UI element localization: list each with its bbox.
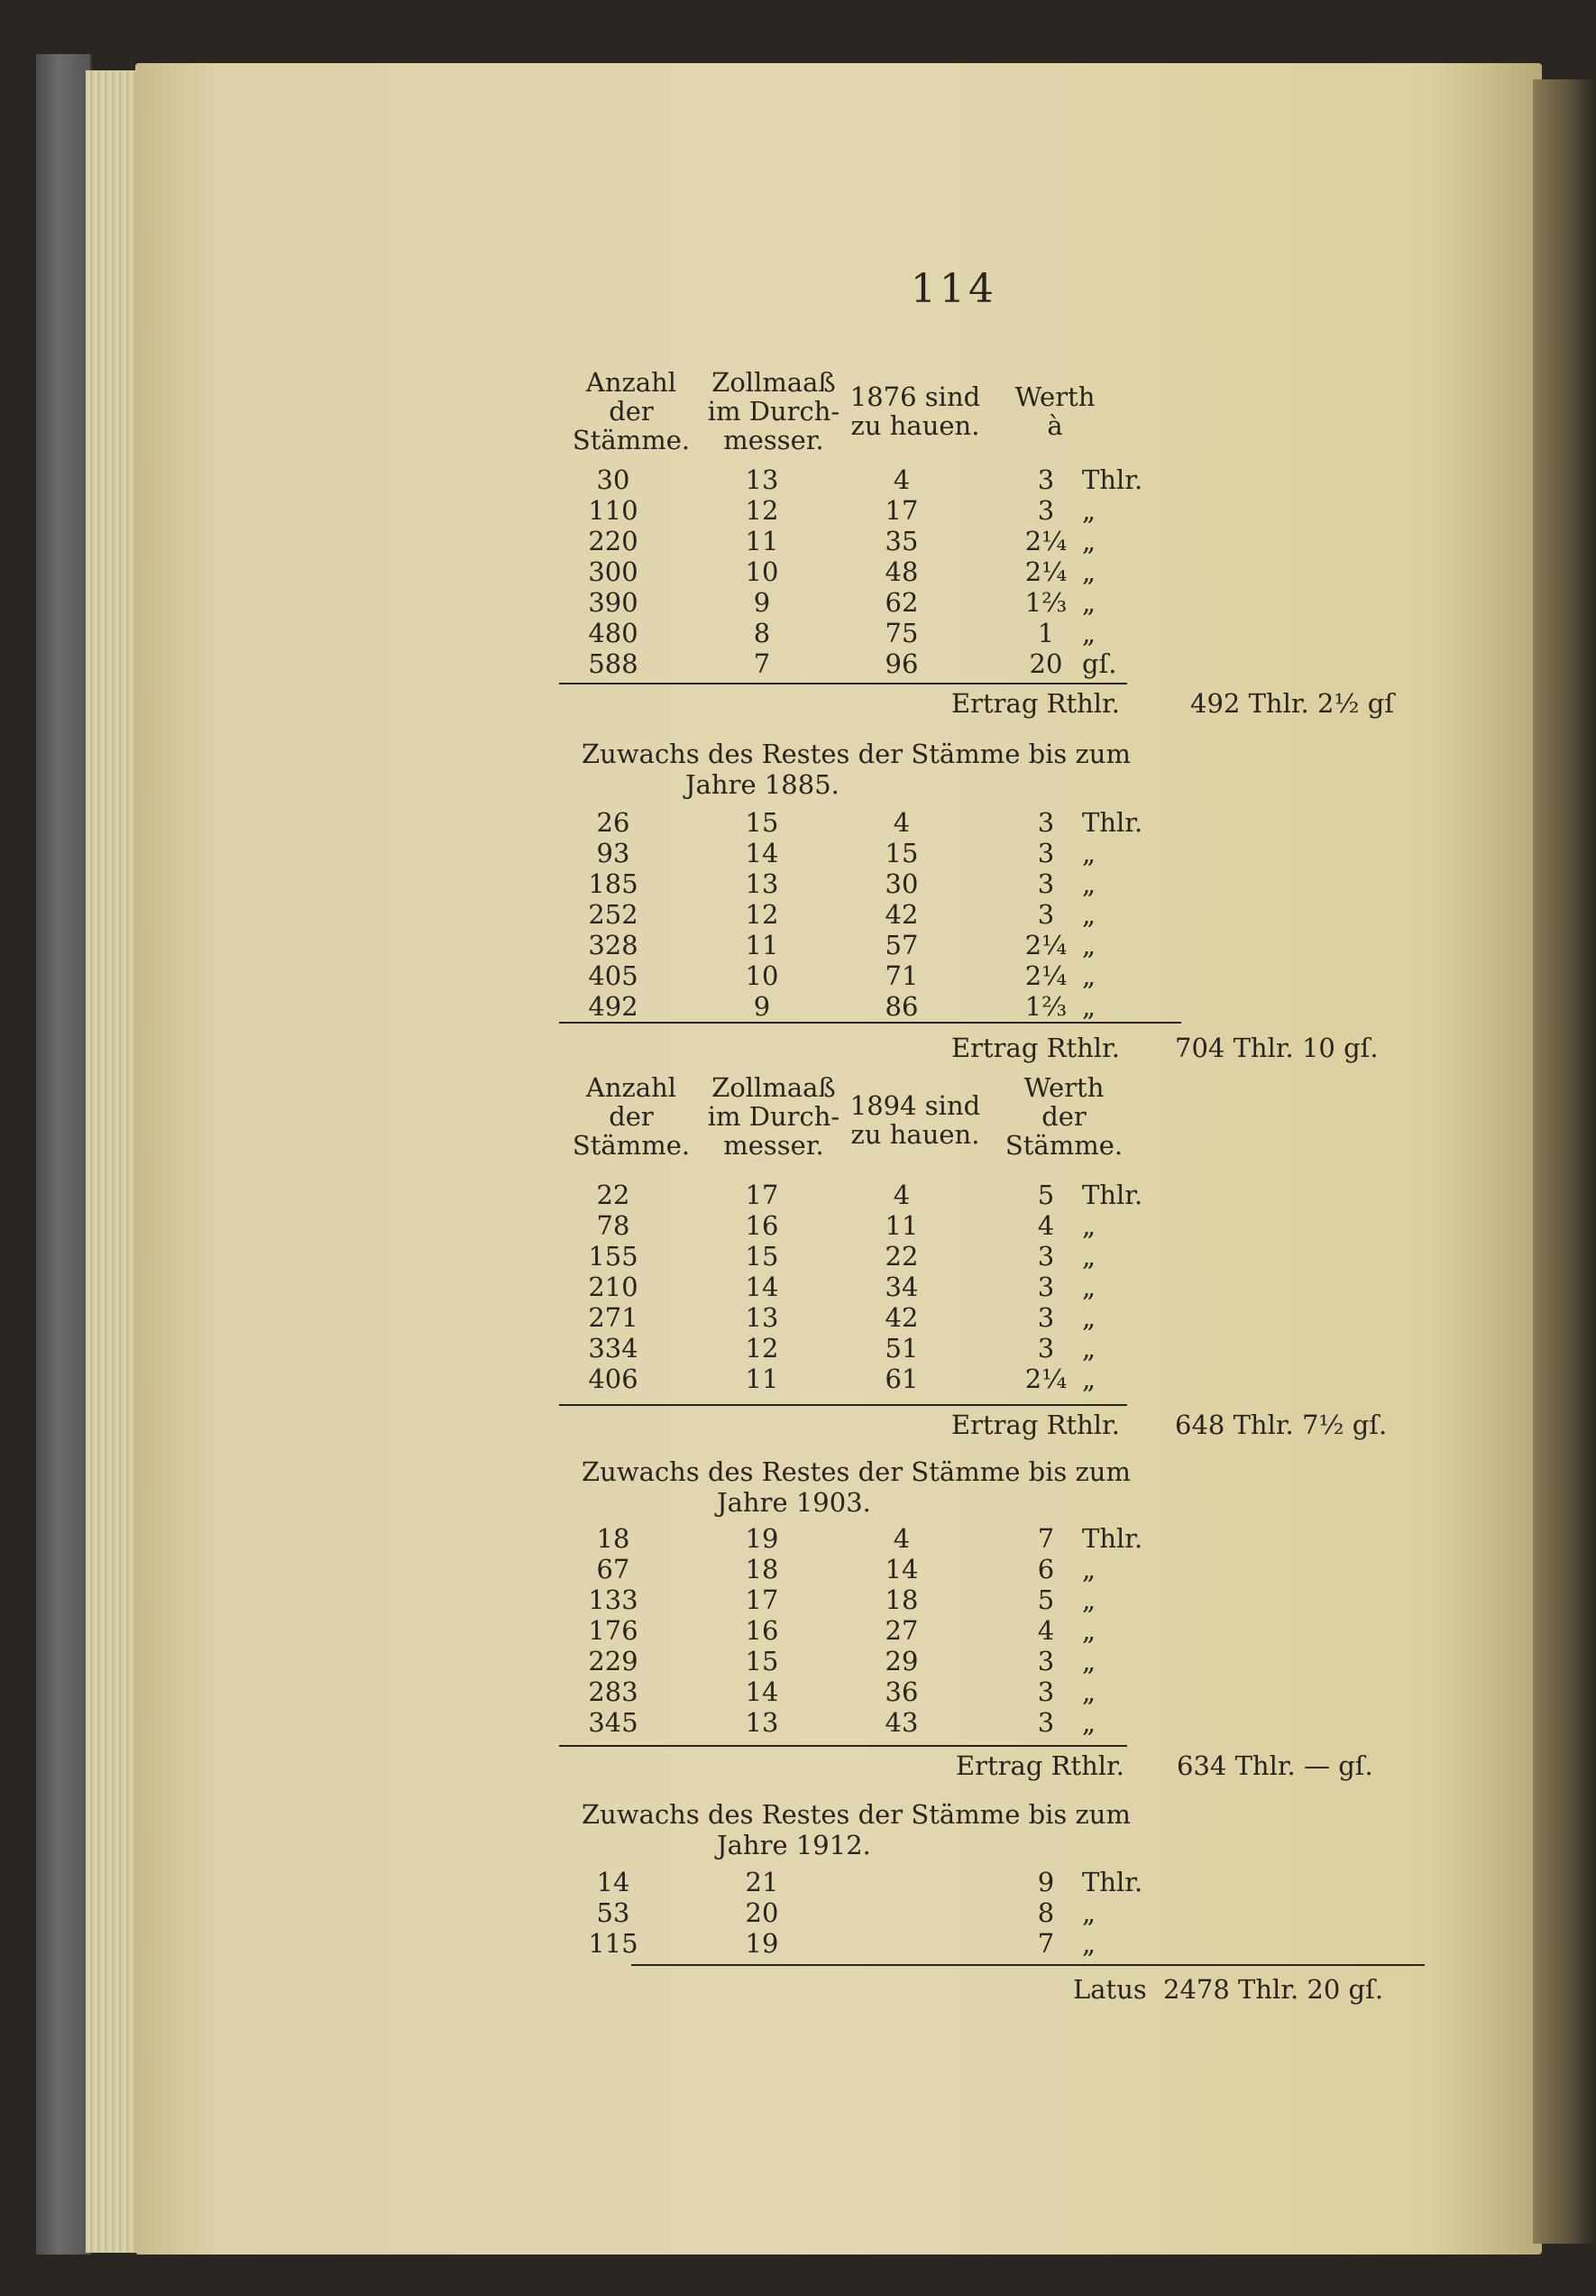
cell-zollmaass: 11: [745, 1364, 779, 1394]
cell-anzahl: 480: [588, 618, 638, 648]
cell-hauen: 4: [893, 1180, 911, 1210]
cell-werth: 2¼: [1024, 930, 1068, 960]
header-sind-zu-hauen: 1876 sind zu hauen.: [849, 381, 981, 441]
cell-zollmaass: 11: [745, 930, 779, 960]
cell-unit: Thlr.: [1082, 807, 1143, 838]
header-werth-2: Werth der Stämme.: [1004, 1072, 1124, 1161]
page-number: 114: [911, 266, 997, 312]
zuwachs-year-2: Jahre 1903.: [717, 1487, 871, 1518]
cell-zollmaass: 20: [745, 1897, 779, 1928]
cell-hauen: 17: [885, 495, 919, 526]
cell-zollmaass: 17: [745, 1180, 779, 1210]
cell-unit: „: [1082, 618, 1096, 648]
cell-werth: 3: [1037, 1302, 1055, 1333]
zuwachs-year-1: Jahre 1885.: [685, 769, 839, 800]
cell-hauen: 22: [885, 1241, 919, 1272]
cell-anzahl: 115: [588, 1928, 638, 1959]
cell-zollmaass: 14: [745, 1676, 779, 1707]
cell-hauen: 43: [885, 1707, 919, 1738]
cell-unit: „: [1082, 1897, 1096, 1928]
cell-anzahl: 133: [588, 1584, 638, 1615]
cell-werth: 3: [1037, 1241, 1055, 1272]
cell-anzahl: 229: [588, 1646, 638, 1676]
cell-hauen: 30: [885, 868, 919, 899]
cell-unit: „: [1082, 1928, 1096, 1959]
cell-zollmaass: 14: [745, 838, 779, 868]
cell-anzahl: 406: [588, 1364, 638, 1394]
cell-unit: „: [1082, 1364, 1096, 1394]
cell-hauen: 51: [885, 1333, 919, 1364]
cell-zollmaass: 19: [745, 1928, 779, 1959]
cell-zollmaass: 12: [745, 495, 779, 526]
cell-hauen: 86: [885, 991, 919, 1022]
cell-zollmaass: 11: [745, 526, 779, 556]
cell-werth: 3: [1037, 1333, 1055, 1364]
cell-zollmaass: 19: [745, 1523, 779, 1554]
cell-zollmaass: 16: [745, 1615, 779, 1646]
cell-zollmaass: 13: [745, 464, 779, 495]
ertrag-amount-3: 648 Thlr. 7½ gſ.: [1175, 1410, 1388, 1440]
cell-unit: Thlr.: [1082, 1523, 1143, 1554]
cell-anzahl: 78: [596, 1210, 630, 1241]
cell-hauen: 61: [885, 1364, 919, 1394]
cell-werth: 3: [1037, 495, 1055, 526]
cell-werth: 5: [1037, 1584, 1055, 1615]
cell-anzahl: 271: [588, 1302, 638, 1333]
cell-zollmaass: 12: [745, 1333, 779, 1364]
latus-amount: 2478 Thlr. 20 gſ.: [1163, 1974, 1384, 2005]
cell-werth: 3: [1037, 1707, 1055, 1738]
ertrag-label-4: Ertrag Rthlr.: [956, 1750, 1124, 1781]
cell-werth: 1: [1037, 618, 1055, 648]
cell-werth: 3: [1037, 807, 1055, 838]
ertrag-label-1: Ertrag Rthlr.: [951, 688, 1120, 719]
cell-unit: „: [1082, 1707, 1096, 1738]
cell-zollmaass: 18: [745, 1554, 779, 1584]
cell-anzahl: 67: [596, 1554, 630, 1584]
cell-anzahl: 588: [588, 648, 638, 679]
cell-zollmaass: 13: [745, 1707, 779, 1738]
cell-anzahl: 252: [588, 899, 638, 930]
cell-unit: „: [1082, 1333, 1096, 1364]
cell-unit: „: [1082, 556, 1096, 587]
cell-unit: „: [1082, 1615, 1096, 1646]
cell-werth: 20: [1029, 648, 1063, 679]
latus-label: Latus: [1073, 1974, 1147, 2005]
cell-unit: „: [1082, 587, 1096, 618]
cell-zollmaass: 7: [753, 648, 771, 679]
book-cover: [36, 54, 92, 2255]
rule-3: [559, 1404, 1127, 1406]
cell-unit: „: [1082, 838, 1096, 868]
cell-unit: gſ.: [1082, 648, 1117, 679]
cell-anzahl: 26: [596, 807, 630, 838]
gutter-shadow: [1533, 79, 1596, 2244]
cell-werth: 3: [1037, 464, 1055, 495]
cell-unit: „: [1082, 1676, 1096, 1707]
cell-unit: „: [1082, 991, 1096, 1022]
cell-hauen: 57: [885, 930, 919, 960]
cell-unit: „: [1082, 1302, 1096, 1333]
header-anzahl: Anzahl der Stämme.: [572, 367, 691, 455]
cell-zollmaass: 15: [745, 1241, 779, 1272]
cell-unit: „: [1082, 868, 1096, 899]
cell-hauen: 14: [885, 1554, 919, 1584]
cell-werth: 7: [1037, 1523, 1055, 1554]
cell-unit: „: [1082, 495, 1096, 526]
header-zollmaass-2: Zollmaaß im Durch- messer.: [707, 1072, 840, 1161]
cell-werth: 4: [1037, 1615, 1055, 1646]
cell-werth: 8: [1037, 1897, 1055, 1928]
cell-anzahl: 176: [588, 1615, 638, 1646]
cell-hauen: 96: [885, 648, 919, 679]
cell-unit: „: [1082, 1584, 1096, 1615]
ertrag-label-3: Ertrag Rthlr.: [951, 1410, 1120, 1440]
cell-unit: „: [1082, 1272, 1096, 1302]
cell-anzahl: 22: [596, 1180, 630, 1210]
cell-anzahl: 345: [588, 1707, 638, 1738]
cell-unit: „: [1082, 526, 1096, 556]
header-zollmaass: Zollmaaß im Durch- messer.: [707, 367, 840, 455]
cell-hauen: 42: [885, 1302, 919, 1333]
cell-anzahl: 110: [588, 495, 638, 526]
cell-anzahl: 93: [596, 838, 630, 868]
header-sind-zu-hauen-2: 1894 sind zu hauen.: [849, 1090, 981, 1150]
cell-hauen: 11: [885, 1210, 919, 1241]
cell-anzahl: 405: [588, 960, 638, 991]
cell-hauen: 4: [893, 807, 911, 838]
cell-zollmaass: 13: [745, 868, 779, 899]
cell-anzahl: 185: [588, 868, 638, 899]
cell-anzahl: 390: [588, 587, 638, 618]
cell-werth: 9: [1037, 1867, 1055, 1897]
cell-hauen: 29: [885, 1646, 919, 1676]
cell-zollmaass: 17: [745, 1584, 779, 1615]
cell-zollmaass: 8: [753, 618, 771, 648]
cell-hauen: 75: [885, 618, 919, 648]
cell-werth: 3: [1037, 1646, 1055, 1676]
cell-hauen: 71: [885, 960, 919, 991]
cell-werth: 3: [1037, 838, 1055, 868]
cell-anzahl: 328: [588, 930, 638, 960]
cell-hauen: 4: [893, 1523, 911, 1554]
cell-werth: 5: [1037, 1180, 1055, 1210]
cell-zollmaass: 14: [745, 1272, 779, 1302]
zuwachs-heading-1: Zuwachs des Restes der Stämme bis zum: [582, 739, 1131, 769]
cell-werth: 4: [1037, 1210, 1055, 1241]
cell-unit: Thlr.: [1082, 1867, 1143, 1897]
cell-unit: „: [1082, 1646, 1096, 1676]
cell-zollmaass: 12: [745, 899, 779, 930]
cell-anzahl: 300: [588, 556, 638, 587]
cell-zollmaass: 10: [745, 556, 779, 587]
zuwachs-heading-3: Zuwachs des Restes der Stämme bis zum: [582, 1799, 1131, 1830]
cell-unit: Thlr.: [1082, 464, 1143, 495]
cell-werth: 6: [1037, 1554, 1055, 1584]
cell-anzahl: 30: [596, 464, 630, 495]
cell-hauen: 36: [885, 1676, 919, 1707]
cell-werth: 2¼: [1024, 556, 1068, 587]
rule-1: [559, 683, 1127, 684]
cell-unit: Thlr.: [1082, 1180, 1143, 1210]
cell-werth: 1⅔: [1024, 991, 1068, 1022]
cell-hauen: 62: [885, 587, 919, 618]
cell-werth: 2¼: [1024, 1364, 1068, 1394]
cell-werth: 3: [1037, 868, 1055, 899]
header-werth: Werth à: [1014, 381, 1096, 441]
cell-anzahl: 220: [588, 526, 638, 556]
cell-zollmaass: 9: [753, 587, 771, 618]
cell-werth: 3: [1037, 899, 1055, 930]
cell-zollmaass: 21: [745, 1867, 779, 1897]
cell-anzahl: 14: [596, 1867, 630, 1897]
cell-anzahl: 334: [588, 1333, 638, 1364]
ertrag-amount-2: 704 Thlr. 10 gſ.: [1175, 1033, 1379, 1063]
cell-anzahl: 18: [596, 1523, 630, 1554]
cell-hauen: 4: [893, 464, 911, 495]
header-anzahl-2: Anzahl der Stämme.: [572, 1072, 691, 1161]
cell-unit: „: [1082, 1210, 1096, 1241]
ertrag-label-2: Ertrag Rthlr.: [951, 1033, 1120, 1063]
cell-werth: 1⅔: [1024, 587, 1068, 618]
cell-werth: 3: [1037, 1272, 1055, 1302]
cell-hauen: 35: [885, 526, 919, 556]
cell-anzahl: 53: [596, 1897, 630, 1928]
rule-4: [559, 1745, 1127, 1747]
cell-hauen: 18: [885, 1584, 919, 1615]
cell-zollmaass: 10: [745, 960, 779, 991]
cell-werth: 3: [1037, 1676, 1055, 1707]
cell-unit: „: [1082, 1241, 1096, 1272]
cell-hauen: 27: [885, 1615, 919, 1646]
cell-anzahl: 210: [588, 1272, 638, 1302]
zuwachs-heading-2: Zuwachs des Restes der Stämme bis zum: [582, 1456, 1131, 1487]
cell-zollmaass: 13: [745, 1302, 779, 1333]
cell-zollmaass: 9: [753, 991, 771, 1022]
cell-unit: „: [1082, 1554, 1096, 1584]
rule-5: [631, 1964, 1425, 1966]
cell-zollmaass: 15: [745, 1646, 779, 1676]
cell-zollmaass: 16: [745, 1210, 779, 1241]
cell-unit: „: [1082, 960, 1096, 991]
cell-anzahl: 155: [588, 1241, 638, 1272]
cell-hauen: 15: [885, 838, 919, 868]
cell-werth: 2¼: [1024, 526, 1068, 556]
cell-hauen: 42: [885, 899, 919, 930]
cell-hauen: 34: [885, 1272, 919, 1302]
cell-zollmaass: 15: [745, 807, 779, 838]
ertrag-amount-1: 492 Thlr. 2½ gſ: [1190, 688, 1395, 719]
cell-unit: „: [1082, 930, 1096, 960]
cell-werth: 7: [1037, 1928, 1055, 1959]
cell-anzahl: 283: [588, 1676, 638, 1707]
ertrag-amount-4: 634 Thlr. — gſ.: [1177, 1750, 1373, 1781]
rule-2: [559, 1022, 1181, 1024]
cell-unit: „: [1082, 899, 1096, 930]
cell-anzahl: 492: [588, 991, 638, 1022]
cell-hauen: 48: [885, 556, 919, 587]
cell-werth: 2¼: [1024, 960, 1068, 991]
zuwachs-year-3: Jahre 1912.: [717, 1830, 871, 1860]
